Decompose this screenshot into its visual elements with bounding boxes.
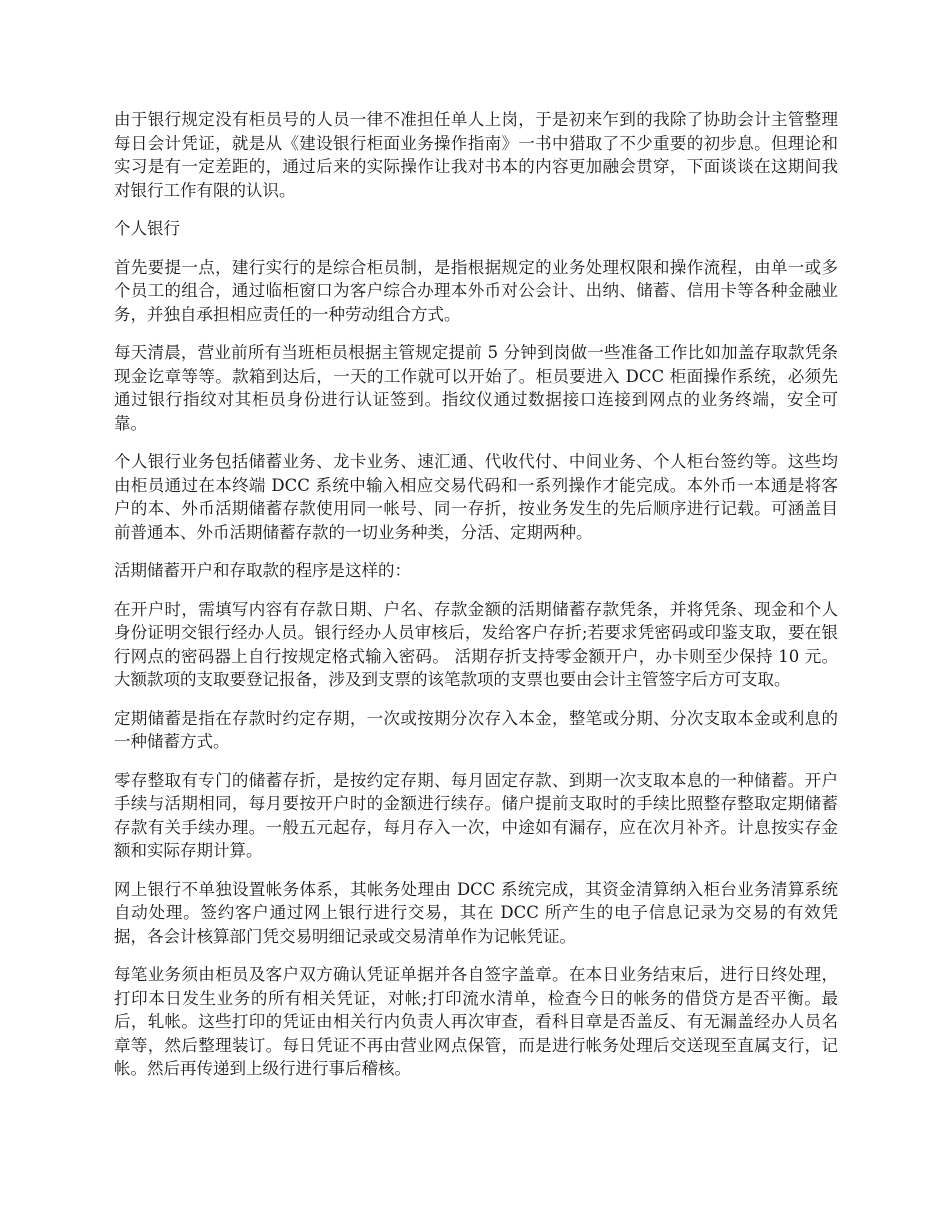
paragraph-morning-routine: 每天清晨，营业前所有当班柜员根据主管规定提前 5 分钟到岗做一些准备工作比如加盖存取款凭条现金讫章等等。款箱到达后，一天的工作就可以开始了。柜员要进入 DCC 柜面操作系统，必须先通过银行指纹对其柜员身份进行认证签到。指纹仪通过数据接口连接到网点的业务终端，安全可靠。: [114, 343, 838, 433]
paragraph-comprehensive-teller: 首先要提一点，建行实行的是综合柜员制，是指根据规定的业务处理权限和操作流程，由单一或多个员工的组合，通过临柜窗口为客户综合办理本外币对公会计、出纳、储蓄、信用卡等各种金融业务，并独自承担相应责任的一种劳动组合方式。: [114, 257, 838, 324]
paragraph-daily-closing: 每笔业务须由柜员及客户双方确认凭证单据并各自签字盖章。在本日业务结束后，进行日终处理，打印本日发生业务的所有相关凭证，对帐;打印流水清单，检查今日的帐务的借贷方是否平衡。最后，轧帐。这些打印的凭证由相关行内负责人再次审查，看科目章是否盖反、有无漏盖经办人员名章等，然后整理装订。每日凭证不再由营业网点保管，而是进行帐务处理后交送现至直属支行，记帐。然后再传递到上级行进行事后稽核。: [114, 965, 838, 1078]
paragraph-fixed-deposit: 定期储蓄是指在存款时约定存期，一次或按期分次存入本金，整笔或分期、分次支取本金或利息的一种储蓄方式。: [114, 708, 838, 751]
paragraph-demand-deposit-intro: 活期储蓄开户和存取款的程序是这样的：: [114, 561, 411, 580]
paragraph-personal-business: 个人银行业务包括储蓄业务、龙卡业务、速汇通、代收代付、中间业务、个人柜台签约等。这些均由柜员通过在本终端 DCC 系统中输入相应交易代码和一系列操作才能完成。本外币一本通是将客户的本、外币活期储蓄存款使用同一帐号、同一存折，按业务发生的先后顺序进行记载。可涵盖目前普通本、外币活期储蓄存款的一切业务种类，分活、定期两种。: [114, 452, 838, 542]
section-heading-personal-banking: 个人银行: [114, 219, 180, 238]
paragraph-online-banking: 网上银行不单独设置帐务体系，其帐务处理由 DCC 系统完成，其资金清算纳入柜台业务清算系统自动处理。签约客户通过网上银行进行交易，其在 DCC 所产生的电子信息记录为交易的有效凭据，各会计核算部门凭交易明细记录或交易清单作为记帐凭证。: [114, 879, 838, 946]
document-body: [114, 108, 838, 1096]
paragraph-installment-deposit: 零存整取有专门的储蓄存折，是按约定存期、每月固定存款、到期一次支取本息的一种储蓄。开户手续与活期相同，每月要按开户时的金额进行续存。储户提前支取时的手续比照整存整取定期储蓄存款有关手续办理。一般五元起存，每月存入一次，中途如有漏存，应在次月补齐。计息按实存金额和实际存期计算。: [114, 770, 838, 860]
paragraph-intro: 由于银行规定没有柜员号的人员一律不准担任单人上岗，于是初来乍到的我除了协助会计主管整理每日会计凭证，就是从《建设银行柜面业务操作指南》一书中猎取了不少重要的初步息。但理论和实习是有一定差距的，通过后来的实际操作让我对书本的内容更加融会贯穿，下面谈谈在这期间我对银行工作有限的认识。: [114, 110, 838, 200]
paragraph-account-opening: 在开户时，需填写内容有存款日期、户名、存款金额的活期储蓄存款凭条，并将凭条、现金和个人身份证明交银行经办人员。银行经办人员审核后，发给客户存折;若要求凭密码或印鉴支取，要在银行网点的密码器上自行按规定格式输入密码。 活期存折支持零金额开户，办卡则至少保持 10 元。大额款项的支取要登记报备，涉及到支票的该笔款项的支票也要由会计主管签字后方可支取。: [114, 599, 838, 689]
